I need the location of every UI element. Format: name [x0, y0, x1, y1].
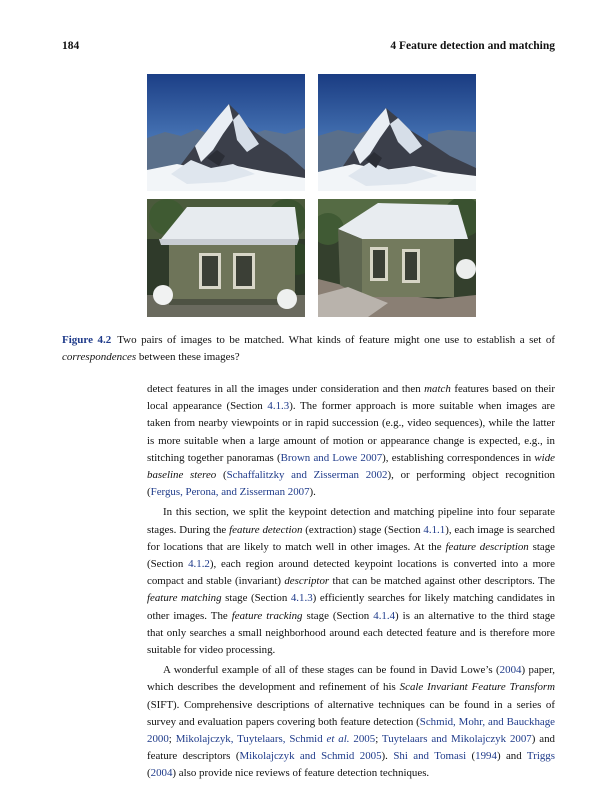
page-number: 184	[62, 40, 80, 52]
citation-link[interactable]: 2004	[150, 767, 173, 780]
paragraph-3: A wonderful example of all of these stages can be found in David Lowe’s (2004) paper, which describes the development and refinement of his Scale Invariant Feature Transform (SIFT). Comprehensive descriptions of alternative techniques can be found in a series of survey and evaluation papers covering both feature detection (Schmid, Mohr, and Bauckhage 2000; Mikolajczyk, Tuytelaars, Schmid et al. 2005; Tuytelaars and Mikolajczyk 2007) and feature descriptors (Mikolajczyk and Schmid 2005). Shi and Tomasi (1994) and Triggs (2004) also provide nice reviews of feature detection techniques.	[147, 664, 555, 780]
citation-link[interactable]: Shi and Tomasi	[393, 750, 467, 763]
figure-caption: Figure 4.2 Two pairs of images to be matched. What kinds of feature might one use to establish a set of correspondences between these images?	[62, 334, 555, 363]
house-photo-left	[147, 199, 305, 317]
citation-link[interactable]: Brown and Lowe 2007	[280, 451, 383, 464]
citation-link[interactable]: Mikolajczyk and Schmid 2005	[239, 750, 382, 763]
house-photo-right	[318, 199, 476, 317]
running-header	[62, 40, 555, 56]
citation-link[interactable]: 2004	[499, 664, 522, 677]
section-link[interactable]: 4.1.3	[267, 400, 290, 413]
citation-link[interactable]: Schaffalitzky and Zisserman 2002	[226, 469, 388, 482]
citation-link[interactable]: Schmid, Mohr, and Bauckhage 2000	[147, 715, 555, 746]
figure-label: Figure 4.2	[62, 334, 112, 346]
citation-link[interactable]: Tuytelaars and Mikolajczyk 2007	[381, 733, 532, 746]
citation-link[interactable]: Fergus, Perona, and Zisserman 2007	[150, 486, 310, 499]
section-link[interactable]: 4.1.2	[188, 558, 210, 571]
citation-link[interactable]: Mikolajczyk, Tuytelaars, Schmid et al. 2005	[175, 733, 376, 746]
paragraph-2: In this section, we split the keypoint detection and matching pipeline into four separate stages. During the feature detection (extraction) stage (Section 4.1.1), each image is searched for locations that are likely to match well in other images. At the feature description stage (Section 4.1.2), each region around detected keypoint locations is converted into a more compact and stable (invariant) descriptor that can be matched against other descriptors. The feature matching stage (Section 4.1.3) efficiently searches for likely matching candidates in other images. The feature tracking stage (Section 4.1.4) is an alternative to the third stage that only searches a small neighborhood around each detected feature and is therefore more suitable for video processing.	[147, 506, 556, 657]
mountain-photo-right	[318, 74, 476, 191]
paragraph-1: detect features in all the images under consideration and then match features based on their local appearance (Section 4.1.3). The former approach is more suitable when images are taken from nearby viewpoints or in rapid succession (e.g., video sequences), while the latter is more suitable when a large amount of motion or appearance change is expected, e.g., in stitching together panoramas (Brown and Lowe 2007), establishing correspondences in wide baseline stereo (Schaffalitzky and Zisserman 2002), or performing object recognition (Fergus, Perona, and Zisserman 2007).	[147, 383, 556, 499]
body-text	[147, 381, 555, 786]
mountain-photo-left	[147, 74, 305, 191]
citation-link[interactable]: Triggs	[526, 750, 555, 763]
section-link[interactable]: 4.1.1	[423, 523, 446, 536]
section-link[interactable]: 4.1.4	[373, 609, 396, 622]
section-link[interactable]: 4.1.3	[290, 592, 313, 605]
chapter-title: 4 Feature detection and matching	[390, 40, 555, 52]
citation-link[interactable]: 1994	[475, 750, 497, 763]
